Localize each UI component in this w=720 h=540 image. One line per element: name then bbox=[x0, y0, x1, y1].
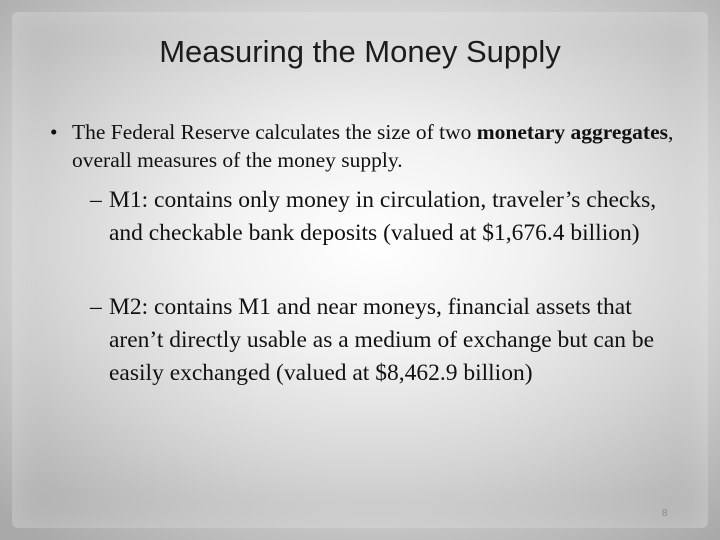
bullet-text-before: The Federal Reserve calculates the size of two bbox=[72, 120, 477, 144]
bullet-item bbox=[50, 118, 680, 174]
sub-bullet-text: M1: contains only money in circulation, traveler’s checks, and checkable bank deposits (valued at $1,676.4 billion) bbox=[109, 187, 657, 246]
sub-bullet-dash-icon: – bbox=[90, 294, 102, 320]
sub-bullet-text: M2: contains M1 and near moneys, financial assets that aren’t directly usable as a medium of exchange but can be easily exchanged (valued at $8,462.9 billion) bbox=[109, 294, 655, 386]
sub-bullet-dash-icon: – bbox=[90, 187, 102, 213]
sub-bullet-m2 bbox=[90, 291, 690, 390]
sub-bullet-m1 bbox=[90, 184, 690, 250]
bullet-text-after: , overall measures of the money supply. bbox=[72, 120, 674, 172]
bullet-text bbox=[50, 118, 680, 174]
page-number: 8 bbox=[662, 508, 668, 519]
bullet-bold-term: monetary aggregates bbox=[476, 120, 669, 144]
bullet-dot-icon: • bbox=[50, 120, 58, 144]
slide-title: Measuring the Money Supply bbox=[159, 34, 561, 69]
